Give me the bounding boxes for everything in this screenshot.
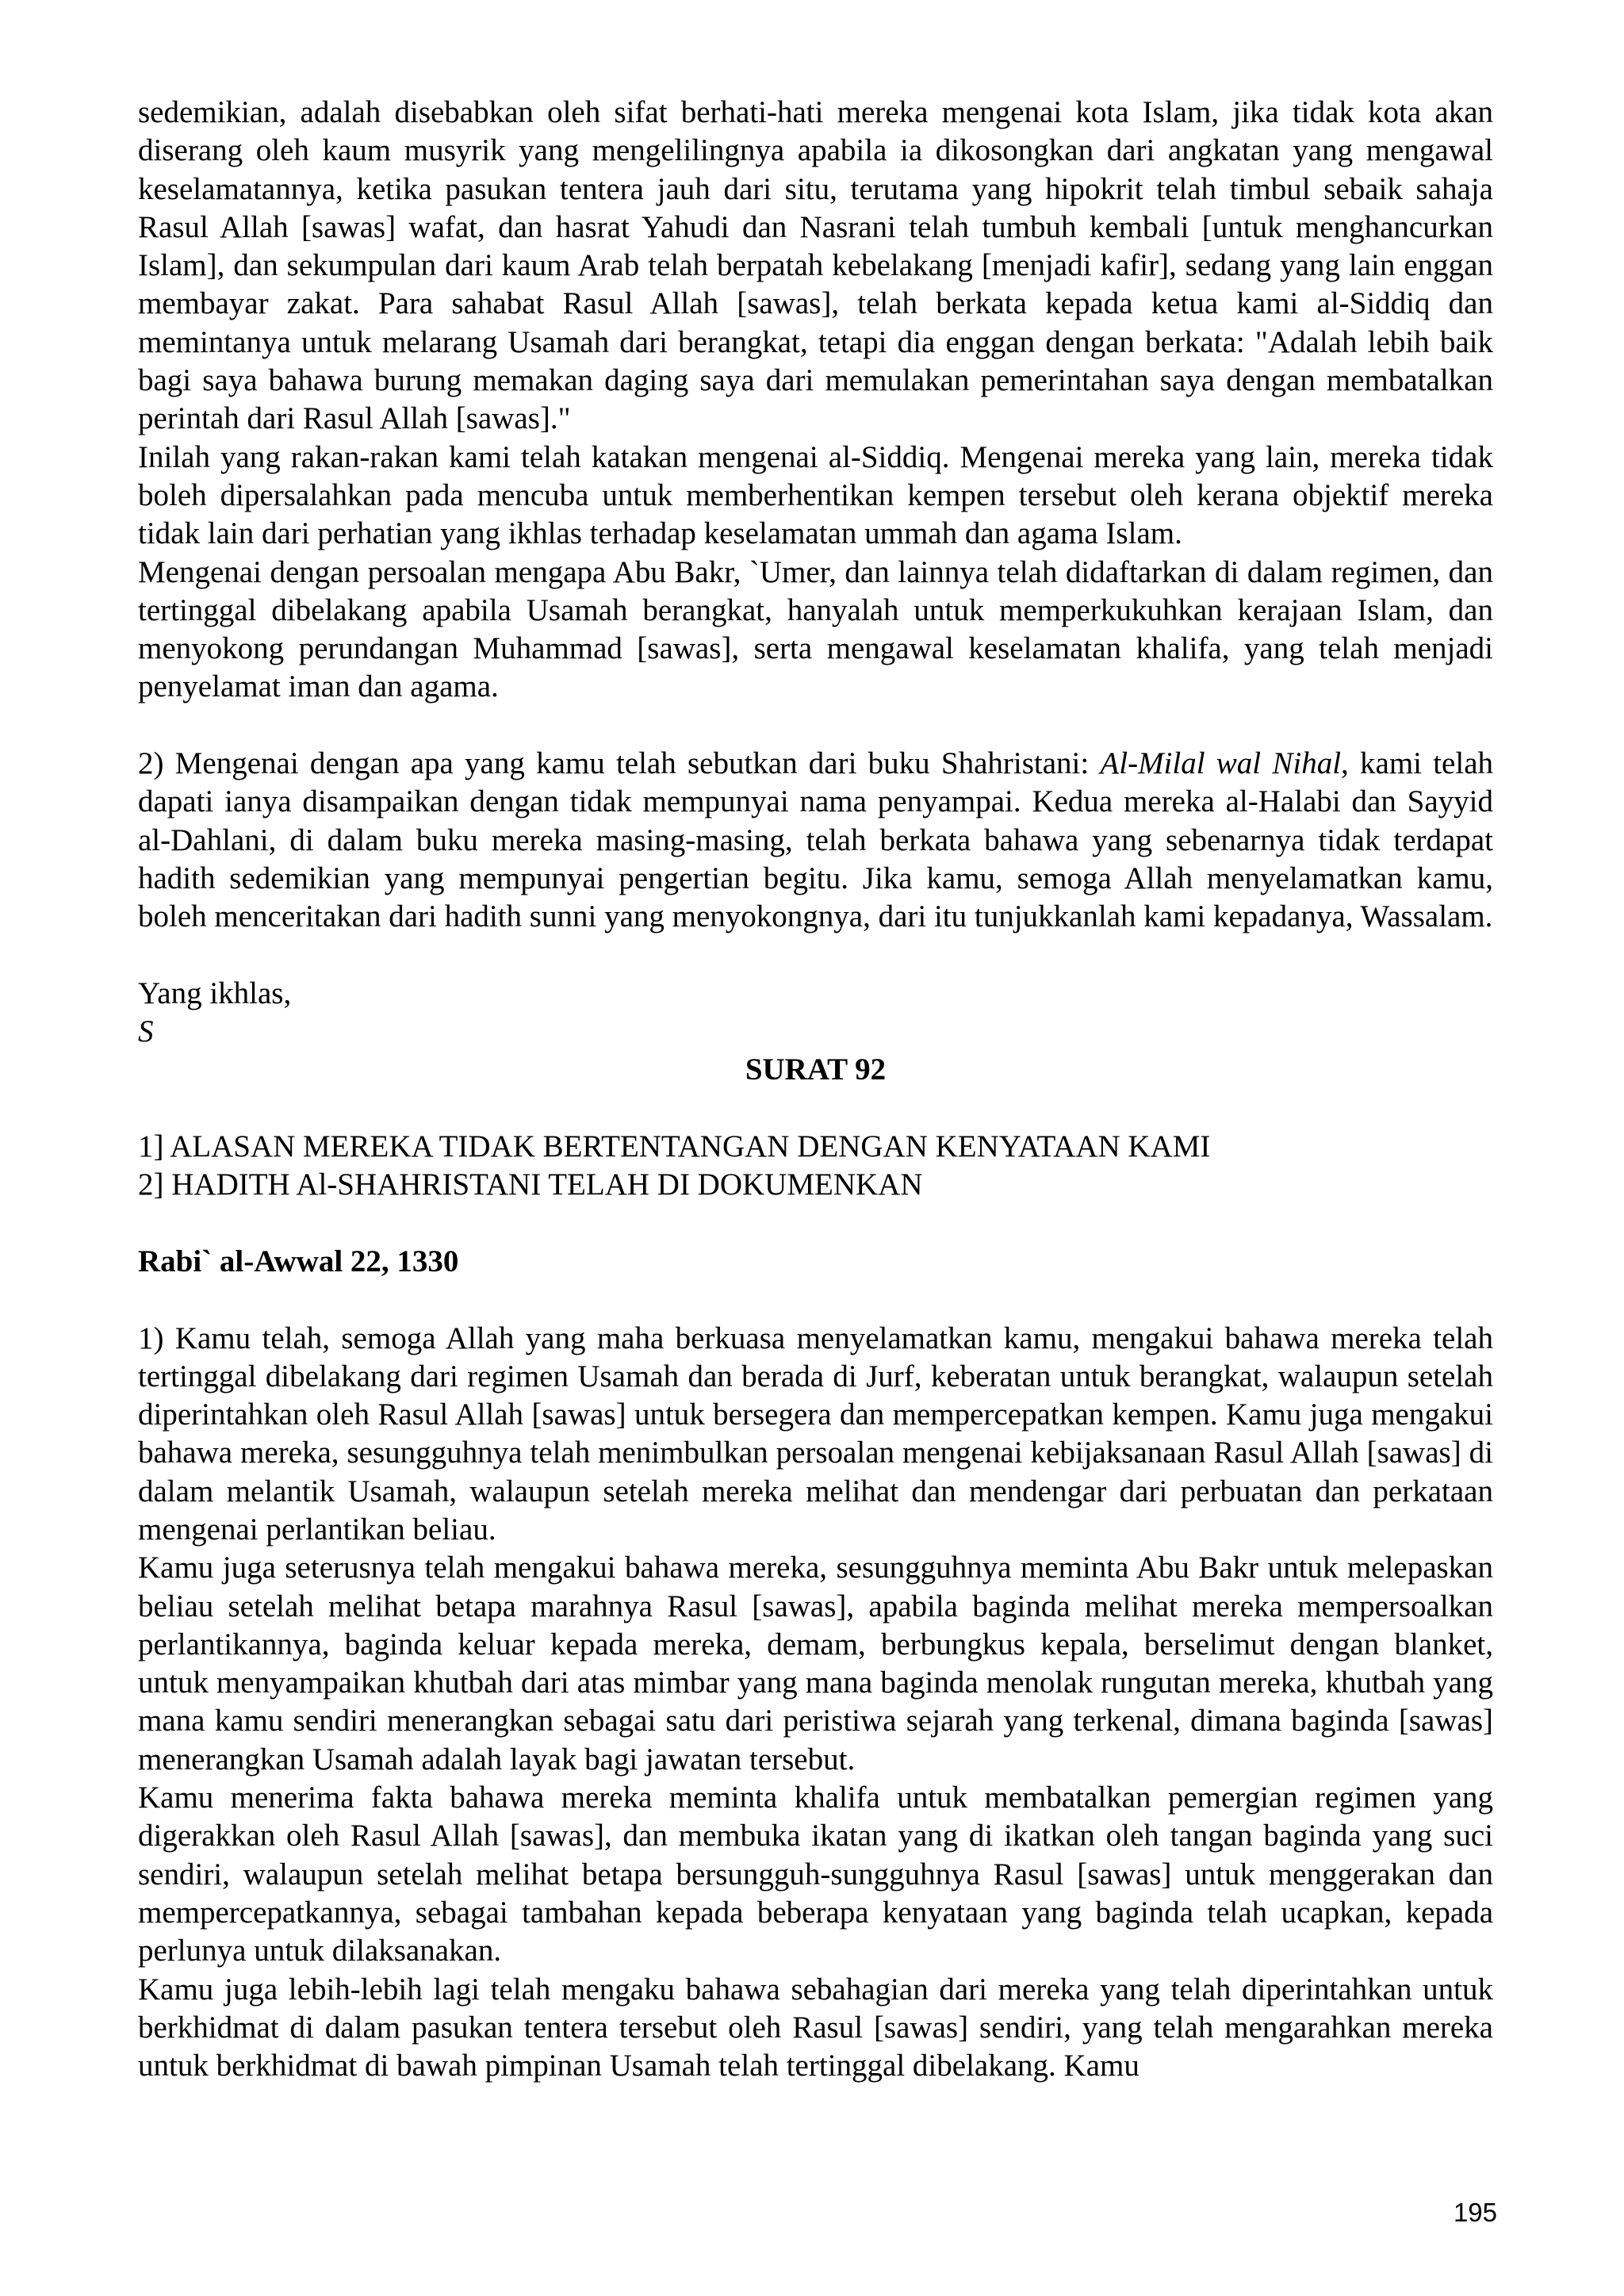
paragraph-shahristani-part1: 2) Mengenai dengan apa yang kamu telah sebutkan dari buku Shahristani:: [138, 746, 1101, 781]
signature: S: [138, 1014, 154, 1049]
paragraph-kamu-menerima: Kamu menerima fakta bahawa mereka meminta khalifa untuk membatalkan pemergian regimen yang digerakkan oleh Rasul Allah [sawas], dan membuka ikatan yang di ikatkan oleh tangan baginda yang suci sendiri, walaupun setelah melihat betapa bersungguh-sungguhnya Rasul [sawas] untuk menggerakan dan mempercepatkannya, sebagai tambahan kepada beberapa kenyataan yang baginda telah ucapkan, kepada perlunya untuk dilaksanakan.: [138, 1780, 1493, 1968]
paragraph-kamu-juga-lebih: Kamu juga lebih-lebih lagi telah mengaku bahawa sebahagian dari mereka yang telah diperintahkan untuk berkhidmat di dalam pasukan tentera tersebut oleh Rasul [sawas] sendiri, yang telah mengarahkan mereka untuk berkhidmat di bawah pimpinan Usamah telah tertinggal dibelakang. Kamu: [138, 1972, 1493, 2083]
letter-heading: SURAT 92: [745, 1052, 887, 1087]
page-number: 195: [1453, 2198, 1497, 2227]
spacer: [138, 1281, 1493, 1319]
paragraph-inilah: Inilah yang rakan-rakan kami telah katakan mengenai al-Siddiq. Mengenai mereka yang lain, mereka tidak boleh dipersalahkan pada mencuba untuk memberhentikan kempen tersebut oleh kerana objektif mereka tidak lain dari perhatian yang ikhlas terhadap keselamatan ummah dan agama Islam.: [138, 439, 1493, 551]
paragraph-shahristani-part2: , kami telah dapati ianya disampaikan dengan tidak mempunyai nama penyampai. Kedua mereka al-Halabi dan Sayyid al-Dahlani, di dalam buku mereka masing-masing, telah berkata bahawa yang sebenarnya tidak terdapat hadith sedemikian yang mempunyai pengertian begitu. Jika kamu, semoga Allah menyelamatkan kamu, boleh menceritakan dari hadith sunni yang menyokongnya, dari itu tunjukkanlah kami kepadanya, Wassalam.: [138, 746, 1494, 934]
topic-line-2: 2] HADITH Al-SHAHRISTANI TELAH DI DOKUMENKAN: [138, 1167, 923, 1202]
spacer: [138, 707, 1493, 745]
paragraph-sedemikian: sedemikian, adalah disebabkan oleh sifat berhati-hati mereka mengenai kota Islam, jika tidak kota akan diserang oleh kaum musyrik yang mengelilingnya apabila ia dikosongkan dari angkatan yang mengawal keselamatannya, ketika pasukan tentera jauh dari situ, terutama yang hipokrit telah timbul sebaik sahaja Rasul Allah [sawas] wafat, dan hasrat Yahudi dan Nasrani telah tumbuh kembali [untuk menghancurkan Islam], dan sekumpulan dari kaum Arab telah berpatah kebelakang [menjadi kafir], sedang yang lain enggan membayar zakat. Para sahabat Rasul Allah [sawas], telah berkata kepada ketua kami al-Siddiq dan memintanya untuk melarang Usamah dari berangkat, tetapi dia enggan dengan berkata: "Adalah lebih baik bagi saya bahawa burung memakan daging saya dari memulakan pemerintahan saya dengan membatalkan perintah dari Rasul Allah [sawas].": [138, 95, 1493, 436]
paragraph-kamu-juga-seterusnya: Kamu juga seterusnya telah mengakui bahawa mereka, sesungguhnya meminta Abu Bakr untuk melepaskan beliau setelah melihat betapa marahnya Rasul [sawas], apabila baginda melihat mereka mempersoalkan perlantikannya, baginda keluar kepada mereka, demam, berbungkus kepala, berselimut dengan blanket, untuk menyampaikan khutbah dari atas mimbar yang mana baginda menolak rungutan mereka, khutbah yang mana kamu sendiri menerangkan sebagai satu dari peristiwa sejarah yang terkenal, dimana baginda [sawas] menerangkan Usamah adalah layak bagi jawatan tersebut.: [138, 1550, 1493, 1777]
letter-date: Rabi` al-Awwal 22, 1330: [138, 1244, 459, 1278]
paragraph-kamu-telah: 1) Kamu telah, semoga Allah yang maha berkuasa menyelamatkan kamu, mengakui bahawa mereka telah tertinggal dibelakang dari regimen Usamah dan berada di Jurf, keberatan untuk berangkat, walaupun setelah diperintahkan oleh Rasul Allah [sawas] untuk bersegera dan mempercepatkan kempen. Kamu juga mengakui bahawa mereka, sesungguhnya telah menimbulkan persoalan mengenai kebijaksanaan Rasul Allah [sawas] di dalam melantik Usamah, walaupun setelah mereka melihat dan mendengar dari perbuatan dan perkataan mengenai perlantikan beliau.: [138, 1320, 1493, 1547]
spacer: [138, 937, 1493, 975]
paragraph-shahristani: [138, 745, 1493, 936]
paragraph-mengenai-persoalan: Mengenai dengan persoalan mengapa Abu Bakr, `Umer, dan lainnya telah didaftarkan di dalam regimen, dan tertinggal dibelakang apabila Usamah berangkat, hanyalah untuk memperkukuhkan kerajaan Islam, dan menyokong perundangan Muhammad [sawas], serta mengawal keselamatan khalifa, yang telah menjadi penyelamat iman dan agama.: [138, 554, 1493, 704]
topic-line-1: 1] ALASAN MEREKA TIDAK BERTENTANGAN DENGAN KENYATAAN KAMI: [138, 1129, 1211, 1164]
book-title: Al-Milal wal Nihal: [1100, 746, 1342, 781]
spacer: [138, 1090, 1493, 1128]
page-body: [138, 94, 1493, 2085]
spacer: [138, 1205, 1493, 1243]
closing-line: Yang ikhlas,: [138, 976, 292, 1010]
